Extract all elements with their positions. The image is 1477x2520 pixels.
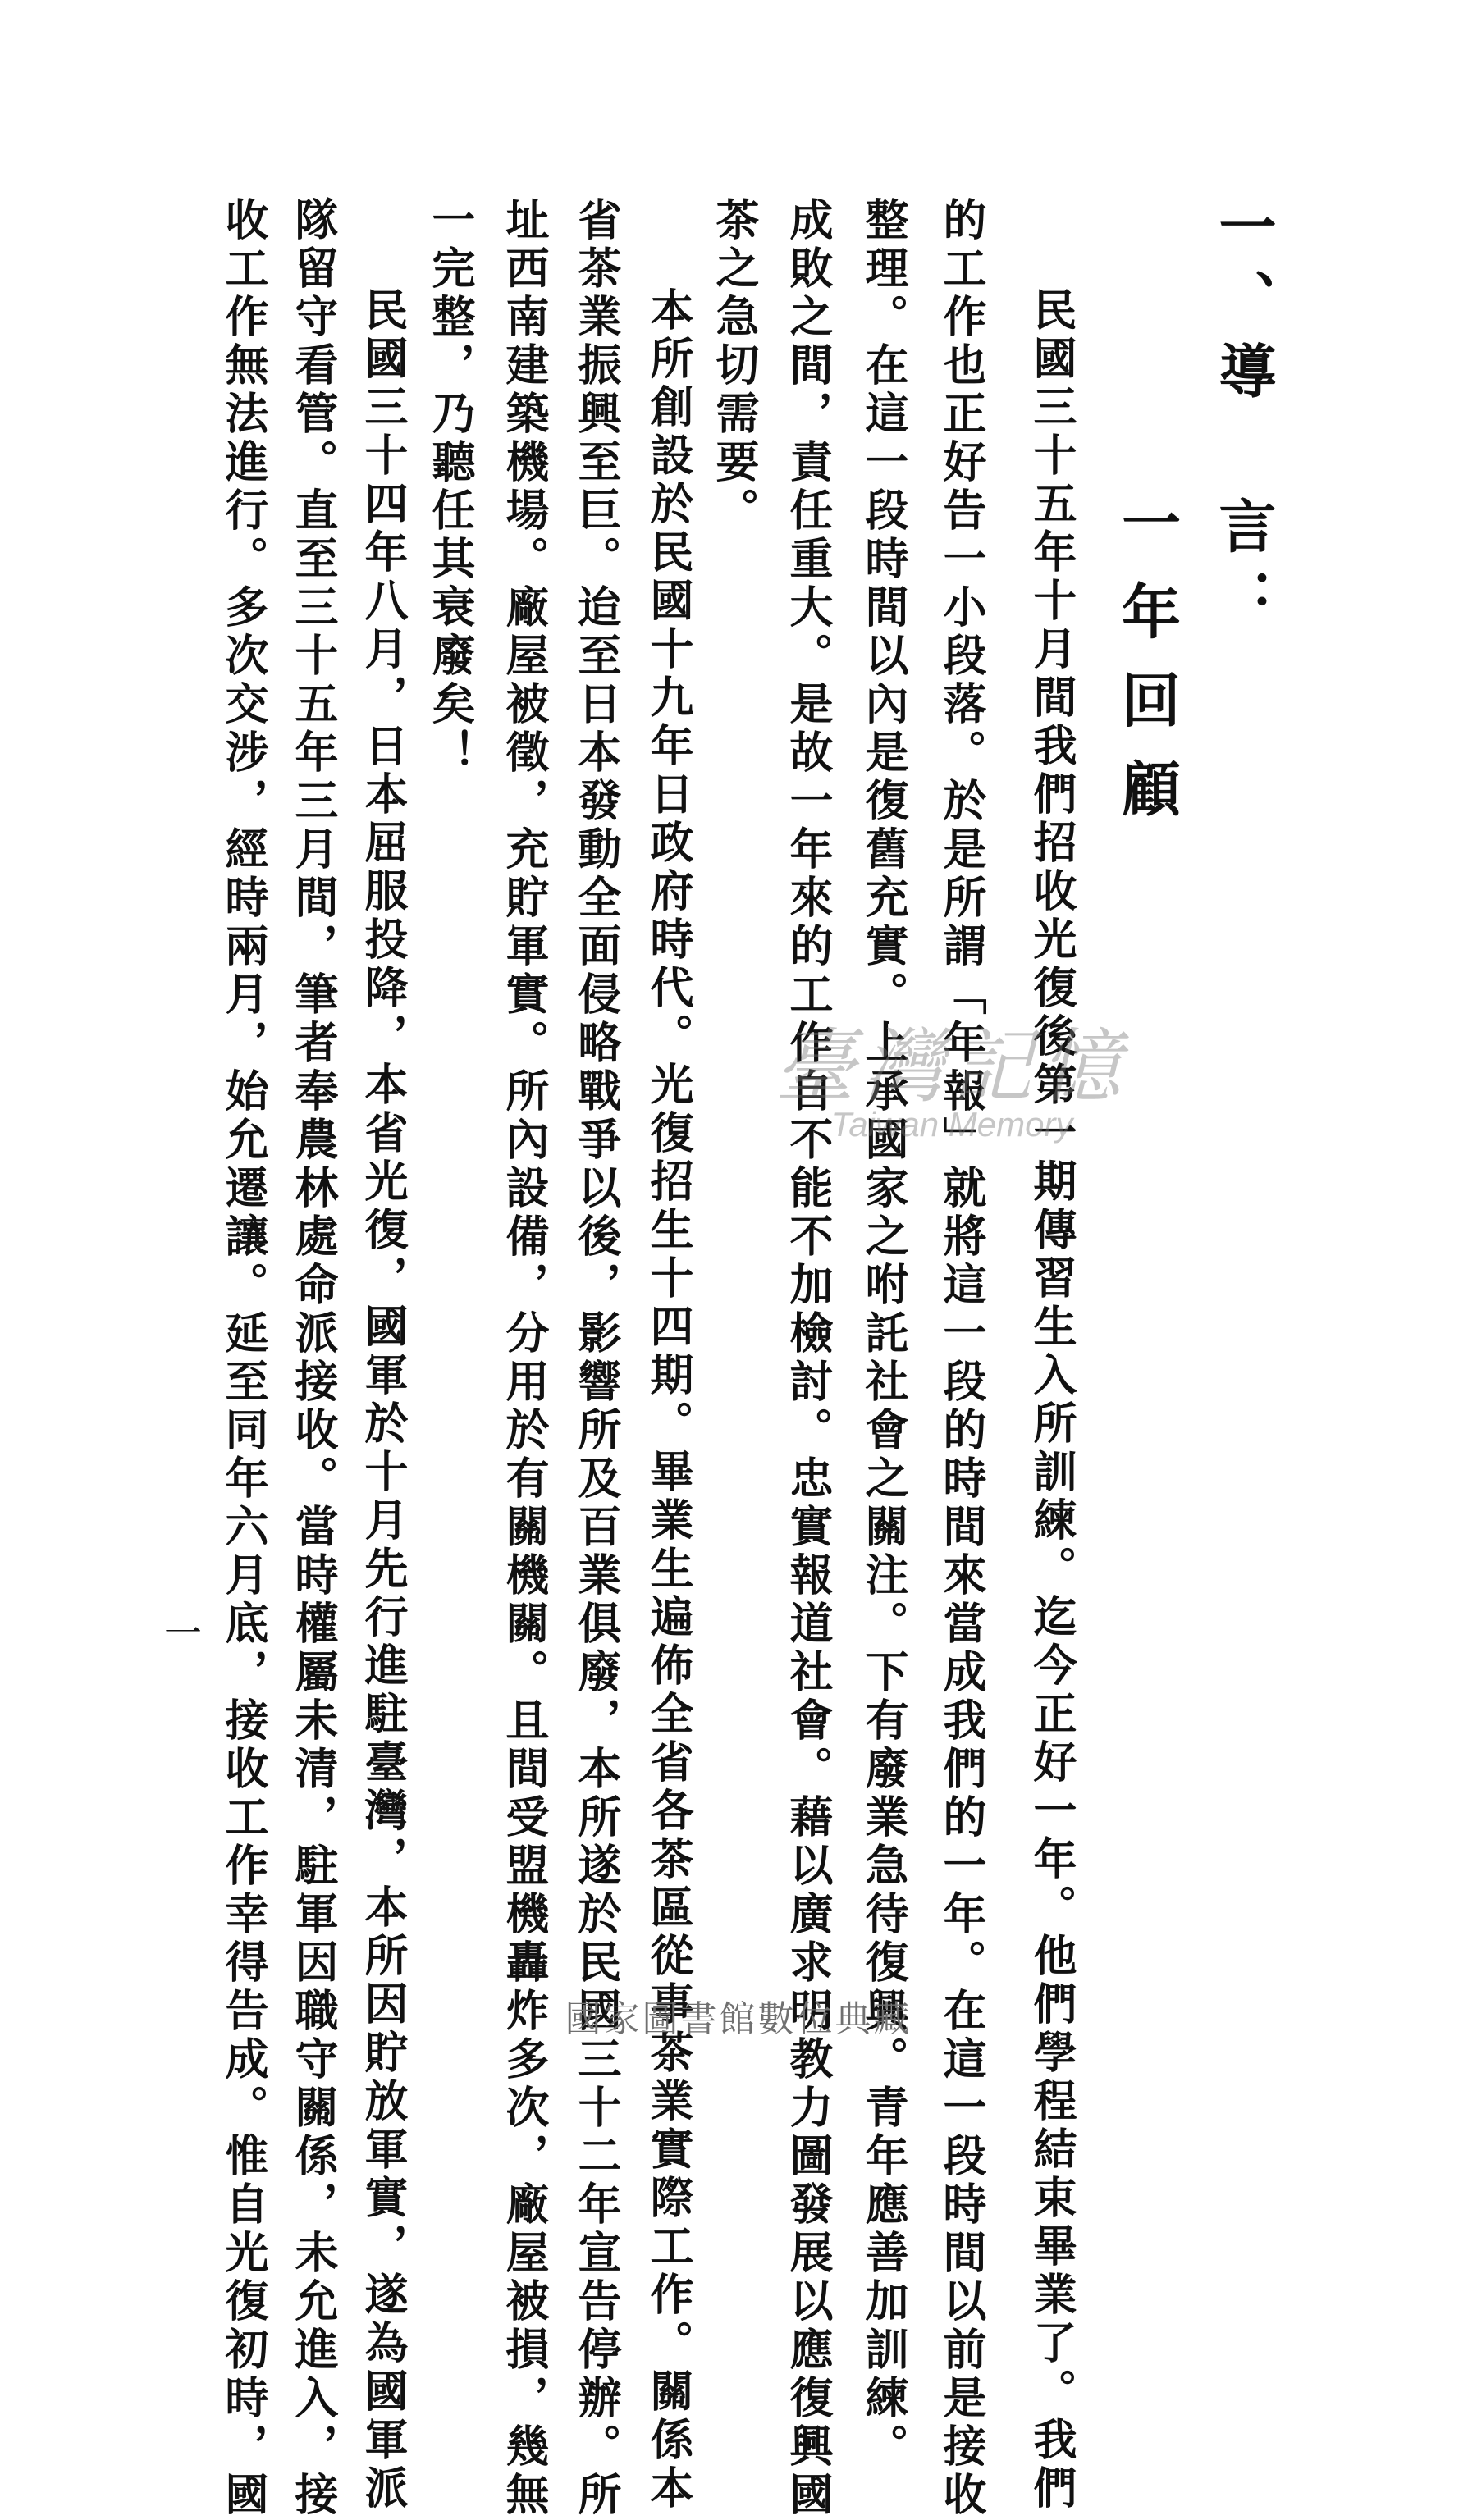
body-column-2: 的工作也正好告一小段落。於是所謂「年報」就將這一段的時間來當成我們的一年。在這一段時間以前是接收 <box>936 197 987 2520</box>
body-column-11: 隊留守看管。直至三十五年三月間，筆者奉農林處命派接收。當時權屬未清，駐軍因職守關係，未允進入，接 <box>288 197 339 2520</box>
footer-source-label: 國家圖書館數位典藏 <box>565 1998 912 2040</box>
body-column-4: 成敗之間，責任重大。是故一年來的工作自不能不加檢討。忠實報道社會。藉以廣求明教力圖發展以應復興國 <box>783 197 834 2520</box>
body-column-6: 本所創設於民國十九年日政府時代。光復招生十四期。畢業生遍佈全省各茶區從事茶業實際工作。關係本 <box>643 287 694 2513</box>
body-column-1: 民國三十五年十月間我們招收光復後第一期傳習生入所訓練。迄今正好一年。他們學程結束畢業了。我們 <box>1027 287 1077 2513</box>
page-number: 一 <box>164 1611 202 1655</box>
page-title: 一年回顧 <box>1112 492 1182 847</box>
body-column-9: 一完整，乃聽任其衰廢矣！ <box>425 197 476 778</box>
body-column-12: 收工作無法進行。多次交涉，經時兩月，始允遷讓。延至同年六月底，接收工作幸得告成。惟自光復初時，國 <box>218 197 269 2520</box>
body-column-5: 茶之急切需要。 <box>709 197 760 536</box>
body-column-3: 整理。在這一段時間以內是復舊充實。上承國家之咐託社會之關注。下有廢業急待復興。青年應善加訓練。 <box>858 197 909 2472</box>
watermark-english: Taiwan Memory <box>830 1104 1073 1144</box>
body-column-7: 省茶業振興至巨。迨至日本發動全面侵略戰爭以後，影響所及百業俱廢，本所遂於民國三十二年宣告停辦。所 <box>571 197 622 2520</box>
body-column-8: 址西南建築機場。廠屋被徵，充貯軍實。所內設備，分用於有關機關。且間受盟機轟炸多次，廠屋被損，幾無 <box>499 197 550 2520</box>
section-heading: 一、導 言： <box>1209 197 1278 641</box>
watermark-chinese: 臺灣記憶 <box>774 1020 1129 1114</box>
body-column-10: 民國三十四年八月，日本屈服投降，本省光復，國軍於十月先行進駐臺灣，本所因貯放軍實，遂為國軍派 <box>358 287 409 2513</box>
